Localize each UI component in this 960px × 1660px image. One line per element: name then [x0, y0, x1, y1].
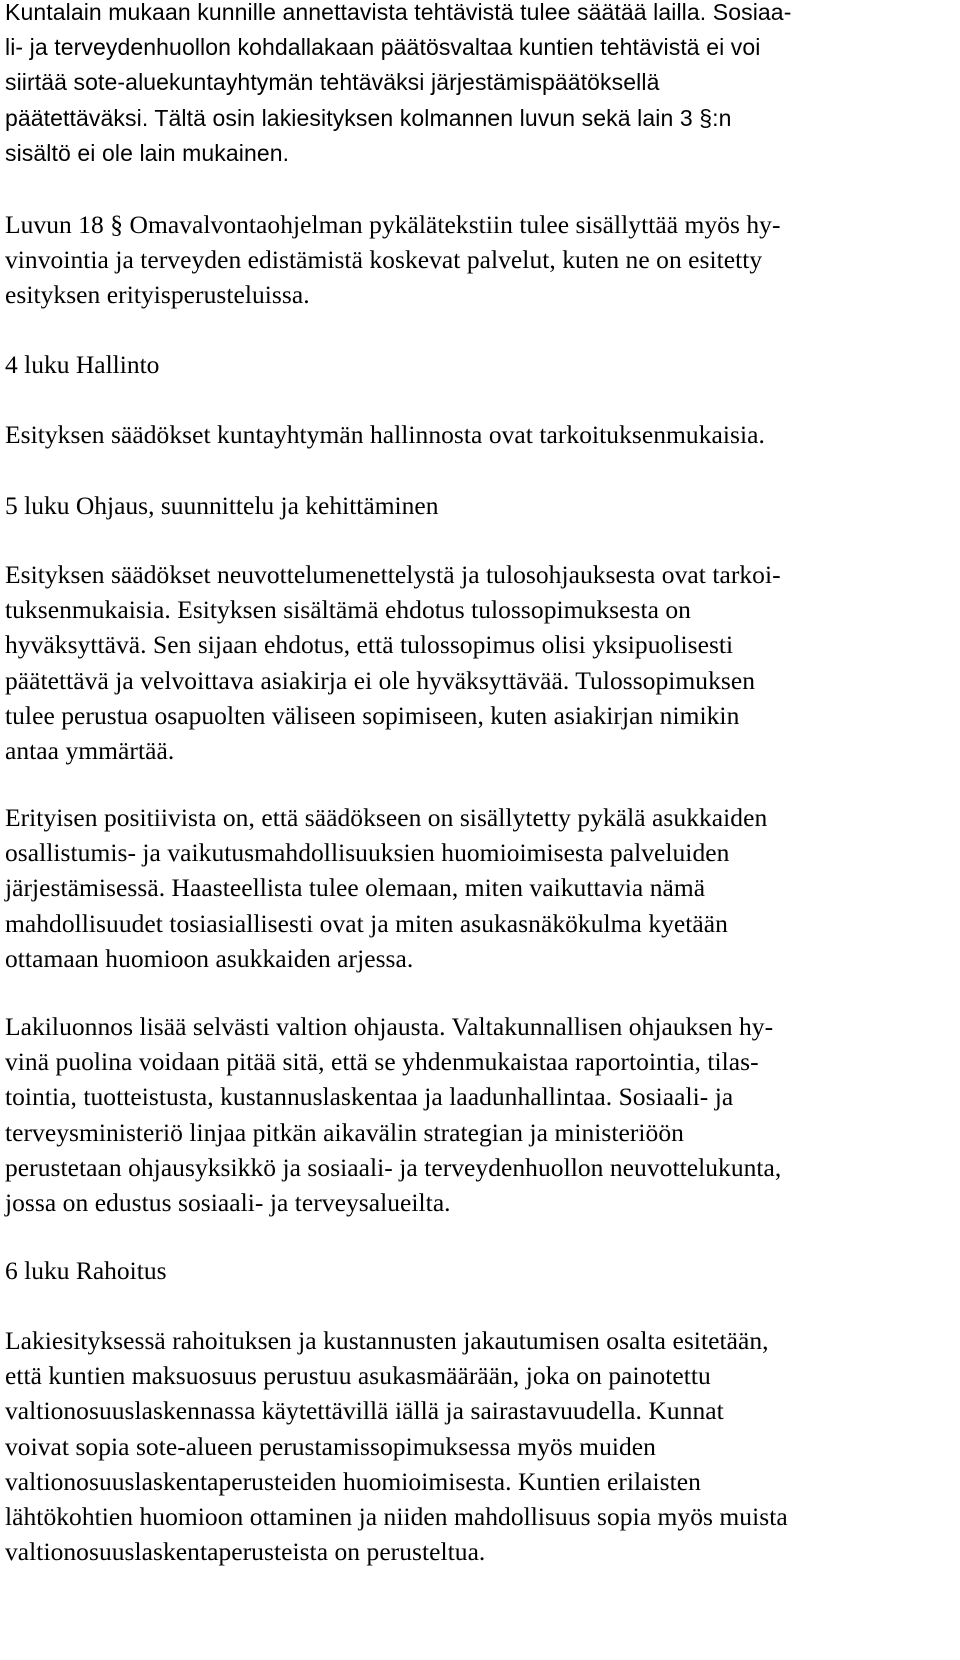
paragraph-line: tointia, tuotteistusta, kustannuslaskentaa ja laadunhallintaa. Sosiaali- ja	[5, 1082, 734, 1112]
paragraph-line: vinvointia ja terveyden edistämistä koskevat palvelut, kuten ne on esitetty	[5, 245, 763, 275]
paragraph-line: Kuntalain mukaan kunnille annettavista tehtävistä tulee säätää lailla. Sosiaa-	[5, 0, 792, 25]
paragraph-line: valtionosuuslaskentaperusteiden huomioimisesta. Kuntien erilaisten	[5, 1466, 701, 1496]
paragraph-resident-participation	[5, 800, 767, 976]
paragraph-line: tuksenmukaisia. Esityksen sisältämä ehdotus tulossopimuksesta on	[5, 595, 691, 625]
paragraph-performance-agreement	[5, 557, 781, 768]
paragraph-line: päätettävä ja velvoittava asiakirja ei ole hyväksyttävää. Tulossopimuksen	[5, 665, 756, 695]
paragraph-line: lähtökohtien huomioon ottaminen ja niiden mahdollisuus sopia myös muista	[5, 1502, 788, 1532]
paragraph-financing	[5, 1323, 788, 1569]
paragraph-line: esityksen erityisperusteluissa.	[5, 280, 310, 310]
paragraph-municipal-act	[5, 0, 791, 171]
paragraph-line: Luvun 18 § Omavalvontaohjelman pykälätekstiin tulee sisällyttää myös hy-	[5, 210, 781, 239]
paragraph-line: Erityisen positiivista on, että säädökseen on sisällytetty pykälä asukkaiden	[5, 803, 768, 832]
section-heading-steering: 5 luku Ohjaus, suunnittelu ja kehittäminen	[5, 491, 439, 520]
paragraph-line: voivat sopia sote-alueen perustamissopimuksessa myös muiden	[5, 1431, 656, 1461]
paragraph-line: järjestämisessä. Haasteellista tulee olemaan, miten vaikuttavia nämä	[5, 873, 706, 903]
paragraph-line: Lakiesityksessä rahoituksen ja kustannusten jakautumisen osalta esitetään,	[5, 1326, 769, 1355]
paragraph-line: ottamaan huomioon asukkaiden arjessa.	[5, 943, 414, 973]
section-heading-financing: 6 luku Rahoitus	[5, 1256, 167, 1285]
paragraph-line: Esityksen säädökset neuvottelumenettelystä ja tulosohjauksesta ovat tarkoi-	[5, 560, 781, 589]
paragraph-line: päätettäväksi. Tältä osin lakiesityksen kolmannen luvun sekä lain 3 §:n	[5, 104, 732, 131]
paragraph-line: hyväksyttävä. Sen sijaan ehdotus, että tulossopimus olisi yksipuolisesti	[5, 630, 734, 660]
paragraph-line: valtionosuuslaskennassa käytettävillä iällä ja sairastavuudella. Kunnat	[5, 1396, 724, 1426]
paragraph-line: vinä puolina voidaan pitää sitä, että se yhdenmukaistaa raportointia, tilas-	[5, 1047, 759, 1077]
paragraph-line: sisältö ei ole lain mukainen.	[5, 139, 290, 166]
paragraph-line: Lakiluonnos lisää selvästi valtion ohjausta. Valtakunnallisen ohjauksen hy-	[5, 1012, 774, 1041]
section-heading-administration: 4 luku Hallinto	[5, 350, 160, 379]
paragraph-line: että kuntien maksuosuus perustuu asukasmäärään, joka on painotettu	[5, 1361, 711, 1391]
paragraph-line: li- ja terveydenhuollon kohdallakaan päätösvaltaa kuntien tehtävistä ei voi	[5, 34, 761, 61]
paragraph-self-monitoring	[5, 207, 781, 313]
paragraph-line: siirtää sote-aluekuntayhtymän tehtäväksi järjestämispäätöksellä	[5, 69, 660, 96]
paragraph-line: antaa ymmärtää.	[5, 736, 175, 766]
paragraph-line: terveysministeriö linjaa pitkän aikavälin strategian ja ministeriöön	[5, 1117, 684, 1147]
paragraph-line: jossa on edustus sosiaali- ja terveysalueilta.	[5, 1188, 451, 1218]
paragraph-line: mahdollisuudet tosiasiallisesti ovat ja miten asukasnäkökulma kyetään	[5, 908, 728, 938]
paragraph-line: tulee perustua osapuolten väliseen sopimiseen, kuten asiakirjan nimikin	[5, 700, 740, 730]
paragraph-line: Esityksen säädökset kuntayhtymän hallinnosta ovat tarkoituksenmukaisia.	[5, 420, 765, 449]
paragraph-line: perustetaan ohjausyksikkö ja sosiaali- ja terveydenhuollon neuvottelukunta,	[5, 1152, 782, 1182]
paragraph-line: valtionosuuslaskentaperusteista on perusteltua.	[5, 1537, 486, 1567]
paragraph-line: osallistumis- ja vaikutusmahdollisuuksien huomioimisesta palveluiden	[5, 838, 730, 868]
paragraph-state-steering	[5, 1009, 781, 1220]
paragraph-administration	[5, 417, 765, 452]
